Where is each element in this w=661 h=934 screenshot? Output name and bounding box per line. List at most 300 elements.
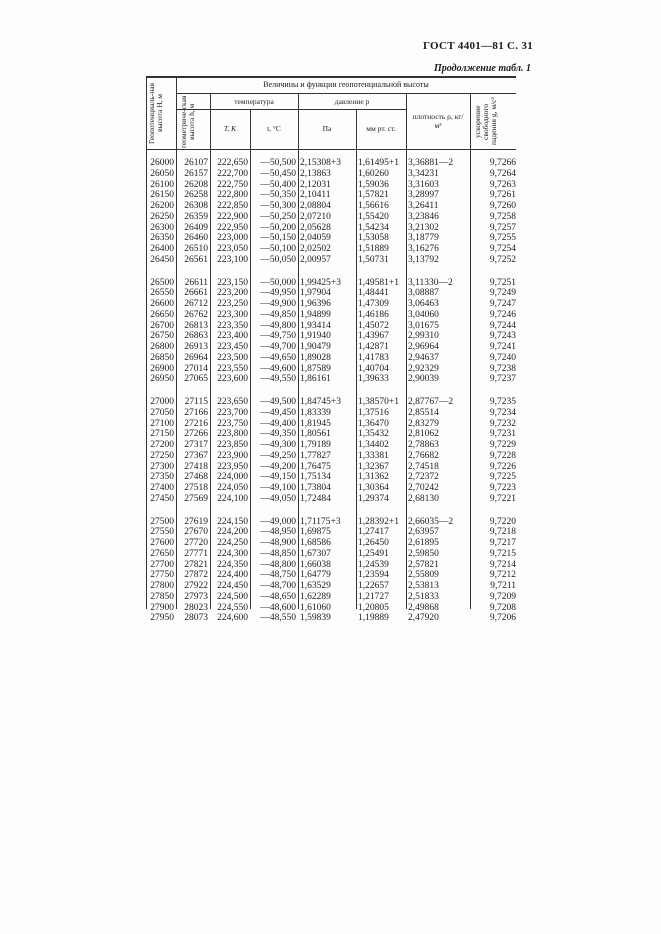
col-divider-6 (406, 93, 407, 609)
cell-T: 223,600 (217, 374, 248, 385)
cell-t: —50,150 (260, 233, 296, 244)
cell-pa: 2,07210 (300, 211, 331, 222)
cell-h: 27771 (184, 548, 208, 559)
cell-g: 9,7264 (489, 168, 516, 179)
cell-T: 222,700 (217, 168, 248, 179)
cell-t: —49,950 (260, 288, 296, 299)
cell-T: 224,500 (217, 591, 248, 602)
cell-pa: 1,93414 (300, 320, 331, 331)
cell-density: 2,78863 (408, 440, 439, 450)
cell-g: 9,7241 (489, 342, 516, 352)
cell-h: 27821 (184, 559, 208, 570)
cell-h: 27973 (184, 591, 208, 602)
cell-H: 27400 (150, 483, 174, 493)
cell-h: 26409 (184, 222, 208, 233)
cell-T: 224,100 (217, 493, 248, 504)
cell-g: 9,7244 (489, 320, 516, 331)
cell-g: 9,7229 (489, 440, 516, 450)
cell-density: 2,68130 (408, 493, 439, 504)
cell-mm: 1,59036 (358, 179, 389, 190)
cell-t: —48,700 (260, 581, 296, 591)
cell-g: 9,7228 (489, 450, 516, 461)
cell-T: 222,900 (217, 211, 248, 222)
cell-h: 27619 (184, 516, 208, 527)
cell-density: 2,90039 (408, 374, 439, 385)
cell-H: 26550 (150, 288, 174, 299)
cell-g: 9,7212 (489, 570, 516, 581)
cell-density: 2,49868 (408, 602, 439, 613)
cell-h: 27569 (184, 493, 208, 504)
cell-pa: 1,90479 (300, 342, 331, 352)
cell-mm: 1,43967 (358, 331, 389, 342)
cell-t: —49,550 (260, 374, 296, 385)
cell-g: 9,7206 (489, 613, 516, 624)
header-density: плотность ρ, кг/м³ (412, 112, 464, 130)
cell-h: 28073 (184, 613, 208, 624)
cell-h: 27216 (184, 418, 208, 429)
cell-pa: 1,72484 (300, 493, 331, 504)
cell-h: 26107 (184, 158, 208, 168)
cell-density: 3,08887 (408, 288, 439, 299)
cell-pa: 1,64779 (300, 570, 331, 581)
cell-pa: 2,02502 (300, 244, 331, 254)
cell-t: —49,100 (260, 483, 296, 493)
cell-T: 222,850 (217, 201, 248, 211)
cell-g: 9,7215 (489, 548, 516, 559)
page-header: ГОСТ 4401—81 С. 31 (422, 40, 533, 52)
cell-h: 27317 (184, 440, 208, 450)
cell-h: 26762 (184, 309, 208, 320)
cell-g: 9,7209 (489, 591, 516, 602)
cell-H: 27250 (150, 450, 174, 461)
cell-mm: 1,33381 (358, 450, 389, 461)
cell-mm: 1,23594 (358, 570, 389, 581)
cell-t: —49,350 (260, 429, 296, 440)
cell-pa: 2,04059 (300, 233, 331, 244)
cell-h: 27872 (184, 570, 208, 581)
cell-pa: 1,80561 (300, 429, 331, 440)
cell-pa: 1,91940 (300, 331, 331, 342)
cell-H: 26650 (150, 309, 174, 320)
cell-pa: 1,81945 (300, 418, 331, 429)
cell-density: 3,34231 (408, 168, 439, 179)
cell-T: 222,950 (217, 222, 248, 233)
cell-H: 27050 (150, 407, 174, 418)
cell-mm: 1,38570+1 (358, 397, 399, 407)
cell-pa: 1,84745+3 (300, 397, 341, 407)
cell-H: 27600 (150, 538, 174, 548)
cell-h: 26561 (184, 254, 208, 265)
cell-H: 26950 (150, 374, 174, 385)
cell-h: 27518 (184, 483, 208, 493)
cell-T: 223,850 (217, 440, 248, 450)
cell-h: 27468 (184, 472, 208, 483)
cell-H: 27200 (150, 440, 174, 450)
cell-pa: 1,68586 (300, 538, 331, 548)
cell-pa: 2,10411 (300, 190, 331, 201)
cell-T: 223,300 (217, 309, 248, 320)
cell-T: 223,800 (217, 429, 248, 440)
cell-density: 2,61895 (408, 538, 439, 548)
cell-h: 28023 (184, 602, 208, 613)
cell-density: 2,51833 (408, 591, 439, 602)
table-top-rule (146, 76, 516, 78)
cell-t: —49,050 (260, 493, 296, 504)
cell-density: 3,04060 (408, 309, 439, 320)
cell-t: —48,550 (260, 613, 296, 624)
cell-h: 27720 (184, 538, 208, 548)
cell-pa: 1,99425+3 (300, 277, 341, 288)
cell-H: 27950 (150, 613, 174, 624)
cell-t: —48,900 (260, 538, 296, 548)
cell-density: 2,96964 (408, 342, 439, 352)
cell-g: 9,7247 (489, 299, 516, 309)
cell-density: 2,63957 (408, 527, 439, 538)
cell-mm: 1,19889 (358, 613, 389, 624)
cell-H: 27900 (150, 602, 174, 613)
cell-h: 26712 (184, 299, 208, 309)
cell-T: 223,200 (217, 288, 248, 299)
cell-T: 224,200 (217, 527, 248, 538)
cell-H: 27500 (150, 516, 174, 527)
cell-t: —49,800 (260, 320, 296, 331)
cell-H: 27100 (150, 418, 174, 429)
cell-T: 224,600 (217, 613, 248, 624)
cell-mm: 1,20805 (358, 602, 389, 613)
cell-H: 26000 (150, 158, 174, 168)
cell-h: 26863 (184, 331, 208, 342)
cell-h: 26208 (184, 179, 208, 190)
continuation-label: Продолжение табл. 1 (433, 63, 531, 74)
cell-H: 26300 (150, 222, 174, 233)
group-header-rule (176, 93, 516, 94)
cell-t: —49,700 (260, 342, 296, 352)
cell-T: 224,350 (217, 559, 248, 570)
cell-density: 2,99310 (408, 331, 439, 342)
cell-density: 3,28997 (408, 190, 439, 201)
cell-pa: 2,12031 (300, 179, 331, 190)
cell-T: 224,000 (217, 472, 248, 483)
cell-t: —49,200 (260, 461, 296, 472)
cell-H: 26750 (150, 331, 174, 342)
cell-h: 26359 (184, 211, 208, 222)
cell-h: 26308 (184, 201, 208, 211)
cell-g: 9,7258 (489, 211, 516, 222)
cell-T: 223,700 (217, 407, 248, 418)
cell-g: 9,7225 (489, 472, 516, 483)
cell-density: 2,55809 (408, 570, 439, 581)
header-bottom-rule (146, 149, 516, 150)
cell-t: —49,300 (260, 440, 296, 450)
cell-H: 27700 (150, 559, 174, 570)
cell-T: 223,000 (217, 233, 248, 244)
cell-H: 26100 (150, 179, 174, 190)
cell-g: 9,7261 (489, 190, 516, 201)
header-pa: Па (322, 124, 332, 133)
cell-pa: 2,08804 (300, 201, 331, 211)
cell-h: 26913 (184, 342, 208, 352)
cell-pa: 1,83339 (300, 407, 331, 418)
cell-h: 26813 (184, 320, 208, 331)
cell-t: —50,500 (260, 158, 296, 168)
cell-t: —49,450 (260, 407, 296, 418)
cell-density: 2,70242 (408, 483, 439, 493)
cell-mm: 1,21727 (358, 591, 389, 602)
cell-H: 26800 (150, 342, 174, 352)
cell-mm: 1,22657 (358, 581, 389, 591)
cell-T: 223,450 (217, 342, 248, 352)
cell-T: 223,100 (217, 254, 248, 265)
cell-H: 27800 (150, 581, 174, 591)
cell-H: 26600 (150, 299, 174, 309)
cell-density: 3,13792 (408, 254, 439, 265)
cell-density: 2,74518 (408, 461, 439, 472)
cell-mm: 1,60260 (358, 168, 389, 179)
cell-g: 9,7232 (489, 418, 516, 429)
cell-mm: 1,50731 (358, 254, 389, 265)
cell-g: 9,7226 (489, 461, 516, 472)
cell-pa: 2,13863 (300, 168, 331, 179)
cell-H: 27550 (150, 527, 174, 538)
cell-t: —49,750 (260, 331, 296, 342)
cell-t: —49,150 (260, 472, 296, 483)
cell-h: 27418 (184, 461, 208, 472)
cell-pa: 1,77827 (300, 450, 331, 461)
cell-g: 9,7263 (489, 179, 516, 190)
cell-g: 9,7231 (489, 429, 516, 440)
cell-T: 224,300 (217, 548, 248, 559)
cell-mm: 1,34402 (358, 440, 389, 450)
cell-H: 27650 (150, 548, 174, 559)
cell-T: 223,150 (217, 277, 248, 288)
cell-density: 3,21302 (408, 222, 439, 233)
cell-pa: 2,15308+3 (300, 158, 341, 168)
cell-mm: 1,40704 (358, 363, 389, 374)
cell-h: 26611 (184, 277, 208, 288)
cell-mm: 1,24539 (358, 559, 389, 570)
cell-t: —50,350 (260, 190, 296, 201)
cell-T: 223,900 (217, 450, 248, 461)
cell-density: 2,76682 (408, 450, 439, 461)
cell-t: —48,950 (260, 527, 296, 538)
cell-H: 27850 (150, 591, 174, 602)
cell-mm: 1,54234 (358, 222, 389, 233)
cell-mm: 1,51889 (358, 244, 389, 254)
cell-H: 26400 (150, 244, 174, 254)
cell-density: 3,36881—2 (408, 158, 454, 168)
cell-mm: 1,30364 (358, 483, 389, 493)
cell-mm: 1,47309 (358, 299, 389, 309)
cell-g: 9,7235 (489, 397, 516, 407)
cell-H: 27450 (150, 493, 174, 504)
cell-density: 2,87767—2 (408, 397, 454, 407)
cell-t: —49,600 (260, 363, 296, 374)
cell-H: 27150 (150, 429, 174, 440)
cell-t: —50,450 (260, 168, 296, 179)
cell-g: 9,7223 (489, 483, 516, 493)
cell-mm: 1,42871 (358, 342, 389, 352)
cell-t: —48,650 (260, 591, 296, 602)
cell-h: 27115 (184, 397, 208, 407)
cell-H: 26050 (150, 168, 174, 179)
cell-mm: 1,46186 (358, 309, 389, 320)
cell-mm: 1,35432 (358, 429, 389, 440)
cell-mm: 1,25491 (358, 548, 389, 559)
cell-mm: 1,53058 (358, 233, 389, 244)
cell-t: —50,100 (260, 244, 296, 254)
cell-pa: 1,86161 (300, 374, 331, 385)
cell-mm: 1,41783 (358, 352, 389, 363)
cell-h: 26964 (184, 352, 208, 363)
cell-density: 3,06463 (408, 299, 439, 309)
header-t: t, °C (267, 124, 281, 133)
cell-density: 2,66035—2 (408, 516, 454, 527)
col-divider-4 (298, 93, 299, 609)
cell-pa: 2,05628 (300, 222, 331, 233)
cell-mm: 1,37516 (358, 407, 389, 418)
cell-pa: 1,96396 (300, 299, 331, 309)
cell-g: 9,7249 (489, 288, 516, 299)
cell-H: 26500 (150, 277, 174, 288)
cell-H: 26250 (150, 211, 174, 222)
cell-pa: 1,94899 (300, 309, 331, 320)
cell-g: 9,7208 (489, 602, 516, 613)
cell-mm: 1,57821 (358, 190, 389, 201)
cell-density: 3,16276 (408, 244, 439, 254)
cell-density: 2,59850 (408, 548, 439, 559)
cell-g: 9,7252 (489, 254, 516, 265)
cell-pa: 1,79189 (300, 440, 331, 450)
cell-pa: 1,89028 (300, 352, 331, 363)
cell-h: 26661 (184, 288, 208, 299)
cell-density: 2,47920 (408, 613, 439, 624)
cell-T: 223,250 (217, 299, 248, 309)
cell-mm: 1,56616 (358, 201, 389, 211)
cell-h: 26258 (184, 190, 208, 201)
cell-density: 3,18779 (408, 233, 439, 244)
cell-T: 224,450 (217, 581, 248, 591)
cell-t: —50,200 (260, 222, 296, 233)
cell-g: 9,7266 (489, 158, 516, 168)
cell-H: 26200 (150, 201, 174, 211)
cell-pa: 1,67307 (300, 548, 331, 559)
cell-h: 27922 (184, 581, 208, 591)
cell-pa: 1,59839 (300, 613, 331, 624)
cell-h: 27266 (184, 429, 208, 440)
cell-H: 27300 (150, 461, 174, 472)
cell-pa: 1,63529 (300, 581, 331, 591)
header-T: T, К (223, 124, 237, 133)
cell-mm: 1,26450 (358, 538, 389, 548)
cell-density: 2,72372 (408, 472, 439, 483)
cell-density: 3,01675 (408, 320, 439, 331)
cell-g: 9,7214 (489, 559, 516, 570)
cell-T: 224,250 (217, 538, 248, 548)
cell-g: 9,7221 (489, 493, 516, 504)
cell-T: 224,400 (217, 570, 248, 581)
cell-pa: 1,76475 (300, 461, 331, 472)
cell-H: 27350 (150, 472, 174, 483)
cell-T: 224,050 (217, 483, 248, 493)
cell-t: —48,850 (260, 548, 296, 559)
cell-mm: 1,36470 (358, 418, 389, 429)
cell-density: 2,92329 (408, 363, 439, 374)
cell-H: 26700 (150, 320, 174, 331)
cell-T: 223,950 (217, 461, 248, 472)
cell-g: 9,7217 (489, 538, 516, 548)
cell-density: 2,94637 (408, 352, 439, 363)
cell-density: 2,57821 (408, 559, 439, 570)
cell-H: 26450 (150, 254, 174, 265)
cell-T: 223,400 (217, 331, 248, 342)
cell-T: 223,750 (217, 418, 248, 429)
cell-g: 9,7211 (490, 581, 516, 591)
cell-H: 26900 (150, 363, 174, 374)
cell-pa: 1,71175+3 (300, 516, 341, 527)
cell-T: 223,550 (217, 363, 248, 374)
cell-density: 2,81062 (408, 429, 439, 440)
cell-mm: 1,39633 (358, 374, 389, 385)
cell-density: 2,53813 (408, 581, 439, 591)
cell-T: 223,350 (217, 320, 248, 331)
cell-T: 222,650 (217, 158, 248, 168)
cell-T: 222,800 (217, 190, 248, 201)
cell-pa: 1,66038 (300, 559, 331, 570)
cell-pa: 1,87589 (300, 363, 331, 374)
cell-H: 26150 (150, 190, 174, 201)
cell-pa: 1,62289 (300, 591, 331, 602)
cell-g: 9,7220 (489, 516, 516, 527)
cell-g: 9,7243 (489, 331, 516, 342)
cell-mm: 1,55420 (358, 211, 389, 222)
cell-t: —49,250 (260, 450, 296, 461)
cell-pa: 1,75134 (300, 472, 331, 483)
cell-mm: 1,32367 (358, 461, 389, 472)
cell-t: —49,500 (260, 397, 296, 407)
cell-H: 27750 (150, 570, 174, 581)
cell-T: 223,500 (217, 352, 248, 363)
cell-t: —49,900 (260, 299, 296, 309)
cell-density: 3,31603 (408, 179, 439, 190)
cell-h: 26157 (184, 168, 208, 179)
cell-mm: 1,29374 (358, 493, 389, 504)
cell-g: 9,7218 (489, 527, 516, 538)
cell-t: —50,400 (260, 179, 296, 190)
cell-h: 27670 (184, 527, 208, 538)
cell-mm: 1,48441 (358, 288, 389, 299)
cell-g: 9,7255 (489, 233, 516, 244)
header-geometric-height: геометриче-ская высота h, м (179, 95, 196, 148)
cell-T: 223,650 (217, 397, 248, 407)
cell-H: 26350 (150, 233, 174, 244)
cell-h: 26510 (184, 244, 208, 254)
cell-g: 9,7260 (489, 201, 516, 211)
cell-mm: 1,45072 (358, 320, 389, 331)
cell-t: —48,800 (260, 559, 296, 570)
cell-g: 9,7240 (489, 352, 516, 363)
cell-t: —49,650 (260, 352, 296, 363)
cell-T: 223,050 (217, 244, 248, 254)
cell-density: 3,11330—2 (408, 277, 453, 288)
cell-T: 224,150 (217, 516, 248, 527)
cell-pa: 1,69875 (300, 527, 331, 538)
header-mm-hg: мм рт. ст. (366, 124, 396, 133)
cell-g: 9,7251 (489, 277, 516, 288)
cell-t: —49,850 (260, 309, 296, 320)
cell-t: —48,750 (260, 570, 296, 581)
cell-t: —48,600 (260, 602, 296, 613)
cell-h: 26460 (184, 233, 208, 244)
